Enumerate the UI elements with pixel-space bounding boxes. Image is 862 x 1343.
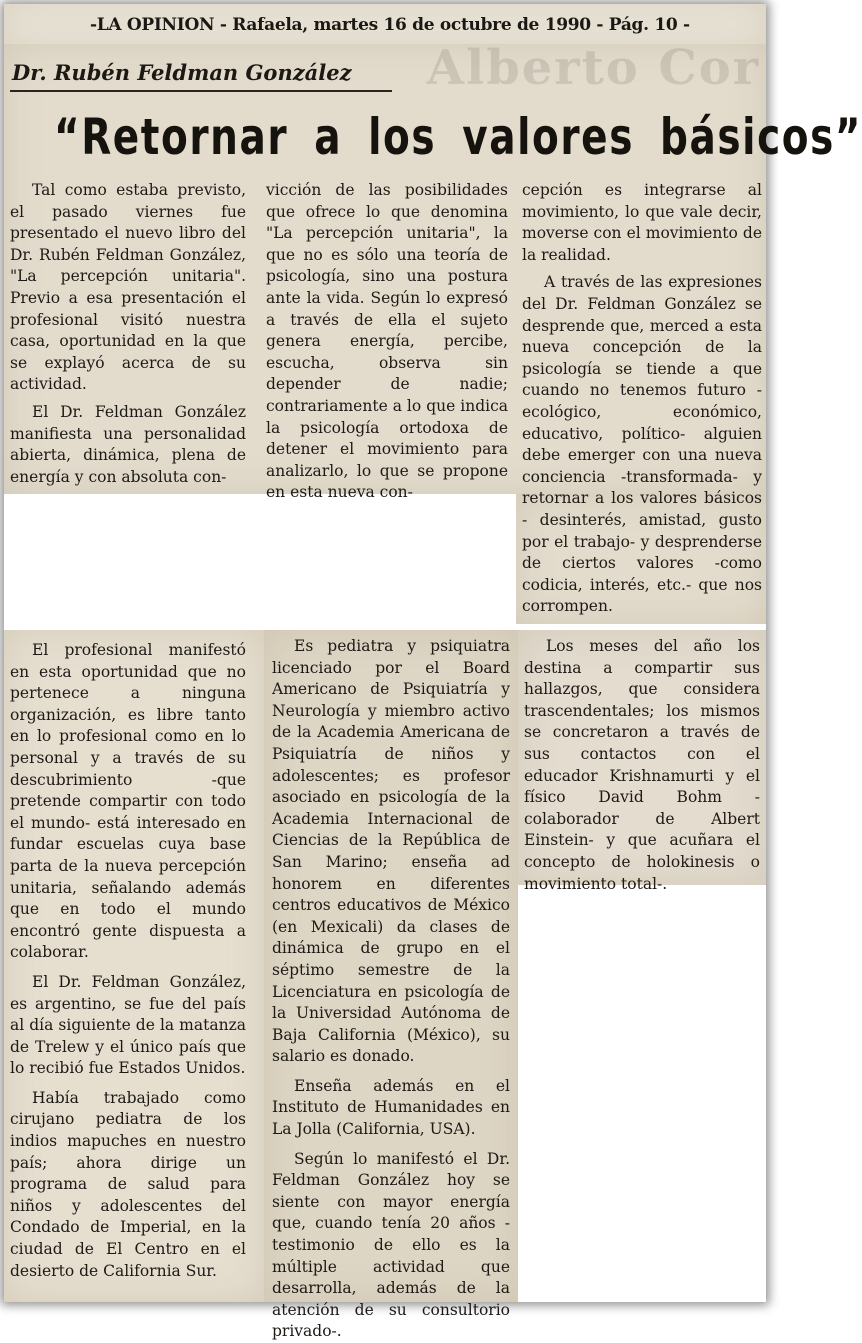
article-column-3 xyxy=(522,180,762,618)
paragraph: Había trabajado como cirujano pediatra de los indios mapuches en nuestro país; ahora dirige un programa de salud para niños y adolescentes del Condado de Imperial, en la ciudad de El Centro en el desierto de California Sur. xyxy=(10,1088,246,1280)
paragraph: cepción es integrarse al movimiento, lo que vale decir, moverse con el movimiento de la realidad. xyxy=(522,181,762,264)
paragraph: Tal como estaba previsto, el pasado viernes fue presentado el nuevo libro del Dr. Rubén Feldman González, "La percepción unitaria". Previo a esa presentación el profesional visitó nuestra casa, oportunidad en la que se explayó acerca de su actividad. xyxy=(10,181,246,394)
article-column-5 xyxy=(272,636,510,1343)
paragraph: A través de las expresiones del Dr. Feldman González se desprende que, merced a esta nueva concepción de la psicología se tiende a que cuando no tenemos futuro - ecológico, económico, educativo, político- alguien debe emerger con una nueva conciencia -transformada- y retornar a los valores básicos - desinterés, amistad, gusto por el trabajo- y desprenderse de ciertos valores -como codicia, interés, etc.- que nos corrompen. xyxy=(522,273,762,616)
paragraph: Los meses del año los destina a compartir sus hallazgos, que considera trascendentales; los mismos se concretaron a través de sus contactos con el educador Krishnamurti y el físico David Bohm -colaborador de Albert Einstein- y que acuñara el concepto de holokinesis o movimiento total-. xyxy=(524,637,760,893)
paragraph: El profesional manifestó en esta oportunidad que no pertenece a ninguna organización, es libre tanto en lo profesional como en lo personal y a través de su descubrimiento -que pretende compartir con todo el mundo- está interesado en fundar escuelas cuya base parta de la nueva percepción unitaria, señalando además que en todo el mundo encontró gente dispuesta a colaborar. xyxy=(10,641,246,962)
paragraph: Es pediatra y psiquiatra licenciado por el Board Americano de Psiquiatría y Neurología y miembro activo de la Academia Americana de Psiquiatría de niños y adolescentes; es profesor asociado en psicología de la Academia Internacional de Ciencias de la República de San Marino; enseña ad honorem en diferentes centros educativos de México (en Mexicali) da clases de dinámica de grupo en el séptimo semestre de la Licenciatura en psicología de la Universidad Autónoma de Baja California (México), su salario es donado. xyxy=(272,637,510,1066)
article-column-4 xyxy=(10,640,246,1282)
article-column-1 xyxy=(10,180,246,488)
article-byline: Dr. Rubén Feldman González xyxy=(12,60,352,85)
article-column-2 xyxy=(266,180,508,504)
article-column-6 xyxy=(524,636,760,895)
bleed-through-text: Alberto Cor xyxy=(426,40,760,96)
byline-underline xyxy=(10,90,392,92)
paragraph: El Dr. Feldman González, es argentino, se fue del país al día siguiente de la matanza de Trelew y el único país que lo recibió fue Estados Unidos. xyxy=(10,972,246,1078)
paragraph: vicción de las posibilidades que ofrece lo que denomina "La percepción unitaria", la que no es sólo una teoría de psicología, sino una postura ante la vida. Según lo expresó a través de ella el sujeto genera energía, percibe, escucha, observa sin depender de nadie; contrariamente a lo que indica la psicología ortodoxa de detener el movimiento para analizarlo, lo que se propone en esta nueva con- xyxy=(266,181,508,502)
article-headline: “Retornar a los valores básicos” xyxy=(54,108,862,166)
paragraph: El Dr. Feldman González manifiesta una personalidad abierta, dinámica, plena de energía y con absoluta con- xyxy=(10,402,246,486)
paragraph: Enseña además en el Instituto de Humanidades en La Jolla (California, USA). xyxy=(272,1076,510,1139)
newspaper-dateline: -LA OPINION - Rafaela, martes 16 de octubre de 1990 - Pág. 10 - xyxy=(90,15,690,35)
paragraph: Según lo manifestó el Dr. Feldman González hoy se siente con mayor energía que, cuando tenía 20 años - testimonio de ello es la múltiple actividad que desarrolla, además de la atención de su consultorio privado-. xyxy=(272,1149,510,1341)
